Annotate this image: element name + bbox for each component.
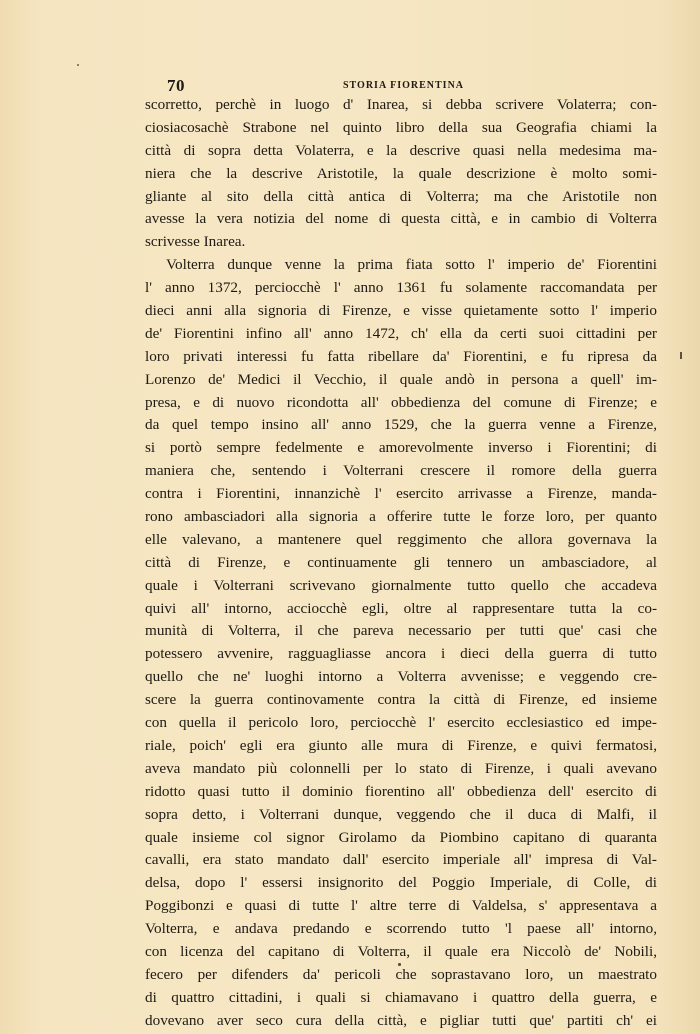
text-line: ciosiacosachè Strabone nel quinto libro della sua Geografia chiami la: [145, 118, 657, 136]
text-line: quale insieme col signor Girolamo da Piombino capitano di quaranta: [145, 828, 657, 846]
text-line: città di sopra detta Volaterra, e la descrive quasi nella medesima ma-: [145, 141, 657, 159]
text-line: cavalli, era stato mandato dall' esercito imperiale all' impresa di Val-: [145, 851, 657, 869]
body-text: [145, 94, 657, 1033]
text-line: potessero avvenire, ragguagliasse ancora i dieci della guerra di tutto: [145, 645, 657, 663]
text-line: scorretto, perchè in luogo d' Inarea, si debba scrivere Volaterra; con-: [145, 96, 657, 113]
text-line: quello che ne' luoghi intorno a Volterra avvenisse; e veggendo cre-: [145, 668, 657, 686]
text-line: si portò sempre fedelmente e amorevolmente inverso i Fiorentini; di: [145, 439, 657, 457]
running-title: STORIA FIORENTINA: [343, 80, 465, 91]
text-line: niera che la descrive Aristotile, la quale descrizione è molto somi-: [145, 164, 657, 182]
text-line: ridotto quasi tutto il dominio fiorentino all' obbedienza dell' esercito di: [145, 782, 657, 800]
text-line: gliante al sito della città antica di Volterra; ma che Aristotile non: [145, 187, 657, 205]
page-header: [167, 76, 662, 96]
text-line: avesse la vera notizia del nome di questa città, e in cambio di Volterra: [145, 210, 657, 228]
paragraph-start-line: Volterra dunque venne la prima fiata sotto l' imperio de' Fiorentini: [166, 256, 657, 274]
text-line: di quattro cittadini, i quali si chiamavano i quattro della guerra, e: [145, 988, 657, 1006]
text-line: con quella il pericolo loro, perciocchè l' esercito ecclesiastico ed impe-: [145, 714, 657, 732]
text-line: città di Firenze, e continuamente gli tennero un ambasciadore, al: [145, 553, 657, 571]
text-line: loro privati interessi fu fatta ribellare da' Fiorentini, e fu ripresa da: [145, 347, 657, 365]
margin-mark: [680, 352, 682, 359]
text-line: scrivesse Inarea.: [145, 233, 246, 251]
text-line: rono ambasciadori alla signoria a offerire tutte le forze loro, per quanto: [145, 508, 657, 526]
text-line: dieci anni alla signoria di Firenze, e visse quietamente sotto l' imperio: [145, 302, 657, 320]
text-line: Lorenzo de' Medici il Vecchio, il quale andò in persona a quell' im-: [145, 370, 657, 388]
text-line: scere la guerra continovamente contra la città di Firenze, ed insieme: [145, 691, 657, 709]
text-line: Volterra, e andava predando e scorrendo tutto 'l paese all' intorno,: [145, 920, 657, 938]
text-line: dovevano aver seco cura della città, e pigliar tutti que' partiti ch' ei: [145, 1011, 657, 1029]
text-line: quivi all' intorno, acciocchè egli, oltre al rappresentare tutta la co-: [145, 599, 657, 617]
text-line: quale i Volterrani scrivevano giornalmente tutto quello che accadeva: [145, 576, 657, 594]
text-line: riale, poich' egli era giunto alle mura di Firenze, e quivi fermatosi,: [145, 736, 657, 754]
text-line: de' Fiorentini infino all' anno 1472, ch' ella da certi suoi cittadini per: [145, 324, 657, 342]
text-line: sopra detto, i Volterrani dunque, veggendo che il duca di Malfi, il: [145, 805, 657, 823]
text-line: con licenza del capitano di Volterra, il quale era Niccolò de' Nobili,: [145, 942, 657, 960]
text-line: maniera che, sentendo i Volterrani crescere il romore della guerra: [145, 462, 657, 480]
text-line: da quel tempo insino all' anno 1529, che la guerra venne a Firenze,: [145, 416, 657, 434]
text-line: munità di Volterra, il che pareva necessario per tutti que' casi che: [145, 622, 657, 640]
text-line: delsa, dopo l' essersi insignorito del Poggio Imperiale, di Colle, di: [145, 874, 657, 892]
text-line: l' anno 1372, perciocchè l' anno 1361 fu solamente raccomandata per: [145, 279, 657, 297]
footer-mark: [398, 963, 401, 966]
text-line: fecero per difenders da' pericoli che soprastavano loro, un maestrato: [145, 965, 657, 983]
page-speck: [77, 64, 79, 66]
text-line: elle valevano, a mantenere quel reggimento che allora governava la: [145, 530, 657, 548]
text-line: Poggibonzi e quasi di tutte l' altre terre di Valdelsa, s' appresentava a: [145, 897, 657, 915]
page-number: 70: [167, 76, 185, 95]
text-line: contra i Fiorentini, innanzichè l' esercito arrivasse a Firenze, manda-: [145, 485, 657, 503]
text-line: presa, e di nuovo ricondotta all' obbedienza del comune di Firenze; e: [145, 393, 657, 411]
text-line: aveva mandato più colonnelli per lo stato di Firenze, i quali avevano: [145, 759, 657, 777]
